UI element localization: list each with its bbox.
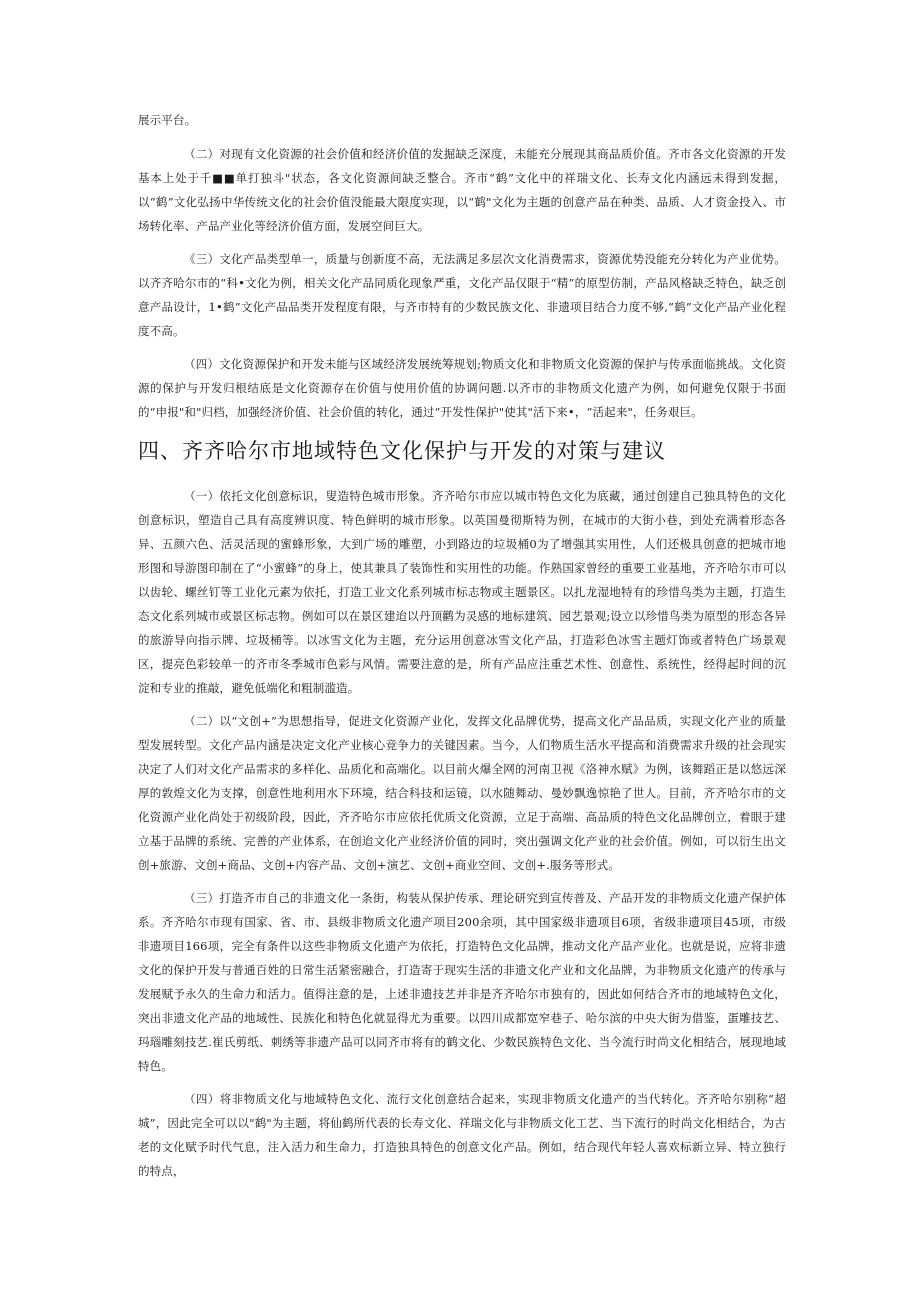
- paragraph-suggestion-4: （四）将非物质文化与地域特色文化、流行文化创意结合起来，实现非物质文化遗产的当代转化。齐齐哈尔别称“超城”，因此完全可以以"鹤"为主题，将仙鹤所代表的长寿文化、祥瑞文化与非物质文化工艺、当下流行的时尚文化相结合，为古老的文化赋予时代气息，注入活力和生命力，打造独具特色的创意文化产品。例如，结合现代年轻人喜欢标新立异、特立独行的特点，: [138, 1092, 786, 1178]
- paragraph-suggestion-2: （二）以“文创+”为思想指导，促进文化资源产业化，发挥文化品牌优势，提高文化产品品质，实现文化产业的质量型发展转型。文化产品内涵是决定文化产业核心竞争力的关键因素。当今，人们物质生活水平提高和消费需求升级的社会现实决定了人们对文化产品需求的多样化、品质化和高端化。以目前火爆全网的河南卫视《洛神水赋》为例，该舞蹈正是以悠远深厚的敦煌文化为支撑，创意性地利用水下环境，结合科技和运镜，以水随舞动、曼妙飘逸惊艳了世人。目前，齐齐哈尔市的文化资源产业化尚处于初级阶段，因此，齐齐哈尔市应依托优质文化资源，立足于高端、高品质的特色文化品牌创立，着眼于建立基于品牌的系统、完善的产业体系，在创迨文化产业经济价值的同时，突出强调文化产业的社会价值。例如，可以衍生出文创+旅游、文创+商品、文创+内容产品、文创+演艺、文创+商业空间、文创+.服务等形式。: [138, 714, 786, 872]
- paragraph-problem-2: （二）对现有文化资源的社会价值和经济价值的发掘缺乏深度，未能充分展现其商品质价值。齐市各文化资源的开发基本上处于千■■单打独斗"状态，各文化资源间缺乏整合。齐市“鹤”文化中的祥瑞文化、长寿文化内涵远未得到发掘，以“鹤”文化弘扬中华传统文化的社会价值没能最大限度实现，以“鹤"文化为主题的创意产品在种类、品质、人才资金投入、市场转化率、产品产业化等经济价值方面，发展空间巨大。: [138, 147, 786, 233]
- document-page: [138, 108, 786, 1192]
- paragraph-problem-3: 《三）文化产品类型单一，质量与创新度不高，无法满足多层次文化消费需求，资源优势没能充分转化为产业优势。以齐齐哈尔市的“科•文化为例，相关文化产品同质化现象严重，文化产品仅限于“精”的原型仿制，产品风格缺乏特色，缺乏创意产品设计，1•鹤”文化产品品类开发程度有限，与齐市特有的少数民族文化、非遗项目结合力度不够,“鹤”文化产品产业化程度不高。: [138, 252, 786, 338]
- section-heading: 四、齐齐哈尔市地域特色文化保护与开发的对策与建议: [138, 439, 666, 463]
- paragraph-suggestion-3: （三）打造齐市自己的非遗文化一条街，构装从保护传承、理论研究到宣传普及、产品开发的非物质文化遗产保护体系。齐齐哈尔市现有国家、省、市、县级非物质文化遗产项目200余项，其中国家级非遗项目6项，省级非遗项目45项，市级非遗项目166项，完全有条件以这些非物质文化遗产为依托，打造特色文化品牌，推动文化产品产业化。也就是说，应将非遗文化的保护开发与普通百姓的日常生活紧密融合，打造寄于现实生活的非遗文化产业和文化品牌，为非物质文化遗产的传承与发展赋予永久的生命力和活力。值得注意的是，上述非遗技艺并非是齐齐哈尔市独有的，因此如何结合齐市的地域特色文化，突出非遗文化产品的地域性、民族化和特色化就显得尤为重要。以四川成都宽窄巷子、哈尔滨的中央大街为借鉴，蛋雕技艺、玛瑙雕刻技艺.崔氏剪纸、刺绣等非遗产品可以同齐市将有的鹤文化、少数民族特色文化、当今流行时尚文化相结合，展现地域特色。: [138, 891, 786, 1073]
- paragraph-suggestion-1: （一）依托文化创意标识，叟造特色城市形象。齐齐哈尔市应以城市特色文化为底藏，通过创建自己独具特色的文化创意标识，塑造自己具有高度辨识度、特色鲜明的城市形象。以英国曼彻斯特为例，在城市的大街小巷，到处充满着形态各异、五颜六色、活灵活现的蜜蜂形象，大到广场的雕塑，小到路边的垃圾桶0为了增强其实用性，人们还极具创意的把城市地形图和导游图印制在了“小蜜蜂”的身上，使其兼具了装饰性和实用性的功能。作熟国家曾经的重要工业基地，齐齐哈尔市可以以齿轮、螺丝钉等工业化元素为依托，打造工业文化系列城市标志物或主题景区。以扎龙湿地特有的珍惜鸟类为主题，打造生态文化系列城市或景区标志物。例如可以在景区建迨以丹顶鹳为灵感的地标建筑、园艺景观;设立以珍惜鸟类为原型的形态各异的旅游导向指示牌、垃圾桶等。以冰雪文化为主题，充分运用创意冰雪文化产品，打造彩色冰雪主题灯饰或者特色广场景观区，提亮色彩较单一的齐市冬季城市色彩与风情。需要注意的是，所有产品应注重艺术性、创意性、系统性，经得起时间的沉淀和专业的推敲，避免低端化和粗制滥造。: [138, 489, 786, 695]
- paragraph-continuation: 展示平台。: [138, 113, 197, 127]
- paragraph-problem-4: （四）文化资源保护和开发未能与区域经济发展统筹规划;物质文化和非物质文化资源的保护与传承面临挑战。文化资源的保护与开发归根结底是文化资源存在价值与使用价值的协调问题.以齐市的非物质文化遗产为例，如何避免仅限于书面的“申报"和"归档，加强经济价值、社会价值的转化，通过“开发性保护"使其"活下来•，“活起来"，任务艰巨。: [138, 357, 786, 419]
